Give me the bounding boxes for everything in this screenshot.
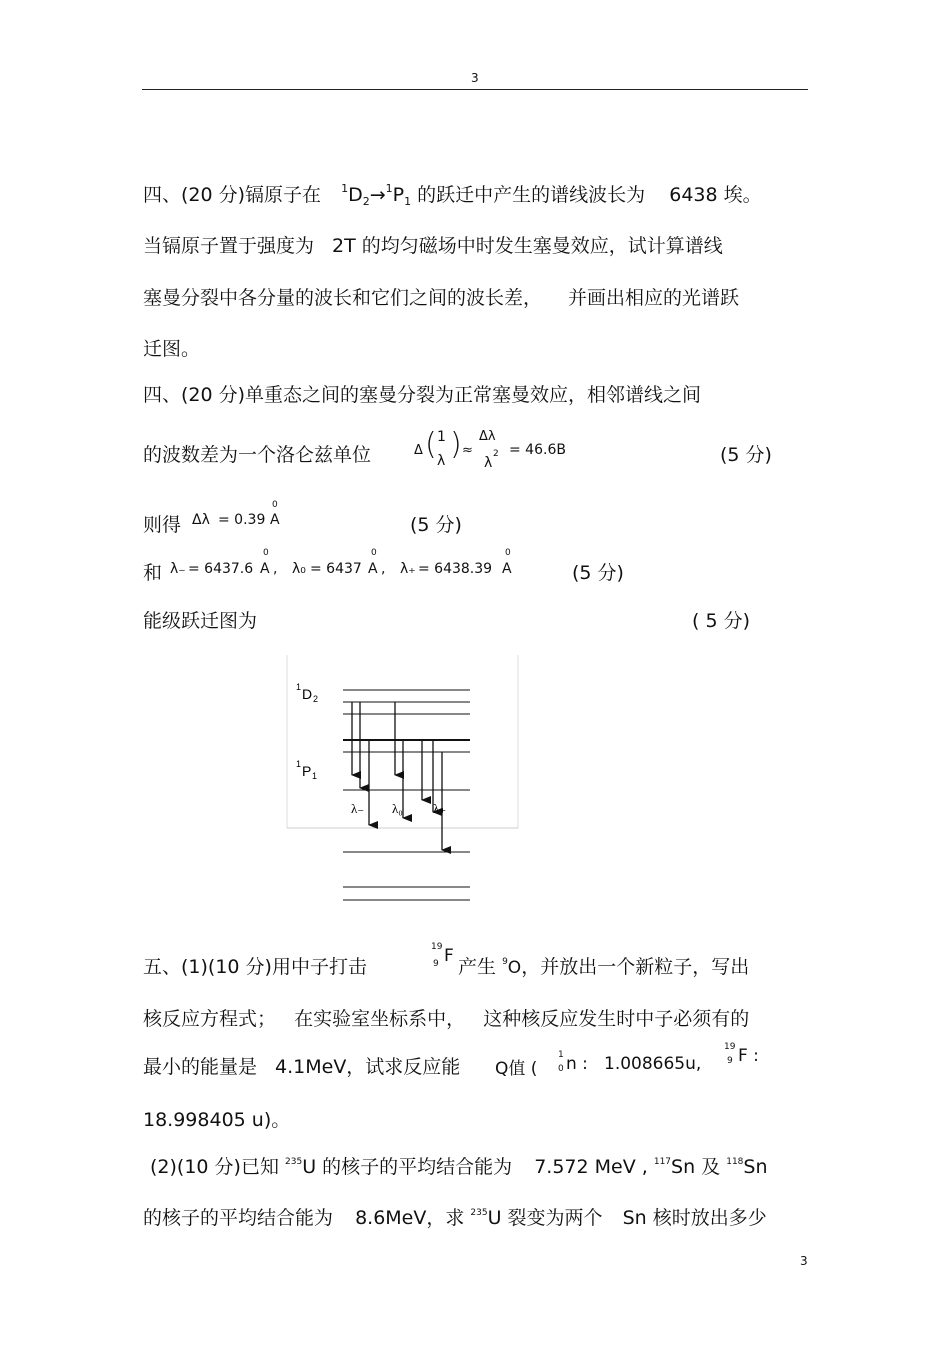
header-rule [142,89,808,90]
q5-line-1b [458,952,749,979]
q5-text: ，并放出一个新粒子，写出 [521,956,750,978]
lower-term-sup: 1 [296,759,302,769]
q5-line-2: 核反应方程式； 在实验室坐标系中， 这种核反应发生时中子必须有的 [143,1008,750,1030]
neutron-atomic-number: 0 [558,1064,564,1074]
F19-symbol: F : [738,1046,759,1066]
energy-level-diagram [280,650,530,920]
term-multiplicity: 1 [385,182,393,195]
lambda-zero: λ₀ [292,561,306,577]
formula-denominator: λ [437,453,446,469]
formula-paren-right: ) [450,427,462,462]
lambda-minus: λ₋ [170,561,186,577]
formula-delta: Δ [414,443,423,458]
U235-binding-energy: 7.572 MeV , [534,1156,648,1178]
answer-score-1: (5 分) [720,444,772,466]
delta-lambda-result [192,500,292,534]
footer-page-number: 3 [800,1254,808,1268]
nuclide-neutron [556,1050,596,1082]
wavelength-values [168,548,528,582]
q5-text: Sn 及 [671,1156,721,1178]
q5-line-4: 18.998405 u)。 [143,1109,291,1131]
term-J: 2 [362,195,370,208]
q4-text: 塞曼分裂中各分量的波长和它们之间的波长差， [143,287,543,309]
U235-mass-number: 235 [285,1157,303,1167]
term-D: D [348,184,363,206]
answer-score-3: (5 分) [572,562,624,584]
q5-part2-line-1 [150,1152,768,1179]
lower-term-letter: P [302,763,312,779]
answer-line-3: 则得 [143,514,182,536]
answer-line-1: 四、(20 分)单重态之间的塞曼分裂为正常塞曼效应，相邻谱线之间 [143,384,702,406]
angstrom-unit: A [368,561,378,577]
F19-symbol: F [444,946,454,966]
q5-part2-line-2 [143,1203,767,1230]
neutron-mass-number: 1 [558,1050,564,1060]
q4-line-4: 迁图。 [143,338,201,360]
dl-value: = 0.39 [218,512,266,528]
nuclide-F19-b [722,1040,772,1074]
comma: , [381,561,386,577]
F19-atomic-number: 9 [727,1056,733,1066]
q5-text: 五、(1)(10 分)用中子打击 [143,956,367,978]
answer-line-5: 能级跃迁图为 [143,610,258,632]
term-P: P [392,184,405,206]
q4-text: 的跃迁中产生的谱线波长为 [417,184,646,206]
answer-score-4: ( 5 分) [692,610,750,632]
q5-text: 最小的能量是 [143,1056,258,1078]
q5-text: (2)(10 分)已知 [150,1156,279,1178]
U235-mass-number: 235 [470,1208,488,1218]
lower-term-sub: 1 [312,771,318,781]
nuclide-F19 [428,940,458,974]
q5-q-value: Q值 ( [495,1059,538,1079]
angstrom-unit: A [270,512,280,528]
answer-line-4: 和 [143,562,163,584]
q4-line-2 [143,231,723,258]
Sn118-mass-number: 118 [726,1157,744,1167]
lambda-minus-value: = 6437.6 [188,561,254,577]
formula-paren-left: ( [425,427,437,462]
angstrom-unit: A [260,561,270,577]
lambda-zero-value: = 6437 [310,561,362,577]
angstrom-ring: 0 [263,548,269,558]
F19-mass-number: 19 [431,942,443,952]
q5-text: Sn 核时放出多少 [622,1207,767,1229]
q4-line-3 [143,283,739,310]
dl-symbol: Δλ [192,512,210,528]
q5-line-1 [143,952,367,979]
O-symbol: O [507,958,522,978]
formula-l2: λ [484,455,493,471]
upper-term-letter: D [302,686,313,702]
comma: , [273,561,278,577]
formula-result: = 46.6B [509,442,566,458]
term-multiplicity: 1 [341,182,349,195]
q4-text: 当镉原子置于强度为 [143,235,315,257]
upper-term-sup: 1 [296,682,302,692]
q4-intro-text: 四、(20 分)镉原子在 [143,184,322,206]
Sn117-mass-number: 117 [653,1157,672,1167]
q4-text: 2T 的均匀磁场中时发生塞曼效应，试计算谱线 [332,235,723,257]
formula-approx: ≈ [462,443,473,458]
upper-term-sub: 2 [313,694,319,704]
formula-square: 2 [493,449,499,459]
O-atomic-number: 9 [502,957,508,967]
q4-text: 并画出相应的光谱跃 [568,287,740,309]
formula-numerator: 1 [437,429,446,445]
q5-text: 4.1MeV，试求反应能 [275,1056,461,1078]
term-J: 1 [404,195,412,208]
neutron-mass: 1.008665u, [604,1054,702,1074]
label-lambda-minus: λ₋ [351,801,365,816]
F19-atomic-number: 9 [433,959,439,969]
angstrom-ring: 0 [272,500,278,510]
transition-arrow: → [369,184,386,206]
q5-text: Sn [743,1156,768,1178]
neutron-symbol: n : [566,1054,588,1074]
q5-text: 的核子的平均结合能为 [143,1207,334,1229]
q5-line-3 [143,1052,460,1079]
answer-score-2: (5 分) [410,514,462,536]
answer-line-2: 的波数差为一个洛仑兹单位 [143,444,372,466]
q4-line-1 [143,180,762,207]
lambda-plus-value: = 6438.39 [418,561,493,577]
angstrom-ring: 0 [505,548,511,558]
angstrom-ring: 0 [371,548,377,558]
q5-text: U 的核子的平均结合能为 [302,1156,513,1178]
F19-mass-number: 19 [724,1042,736,1052]
angstrom-unit: A [502,561,512,577]
header-page-number: 3 [471,71,479,85]
label-lambda-zero: λ₀ [392,801,403,816]
q5-text: U 裂变为两个 [487,1207,603,1229]
Sn-binding-energy: 8.6MeV，求 [355,1207,465,1229]
lambda-plus: λ₊ [400,561,416,577]
label-lambda-plus: λ₊ [433,801,447,816]
q5-text: 产生 [458,956,497,978]
q4-wavelength: 6438 埃。 [669,184,762,206]
formula-dl: Δλ [479,429,496,444]
